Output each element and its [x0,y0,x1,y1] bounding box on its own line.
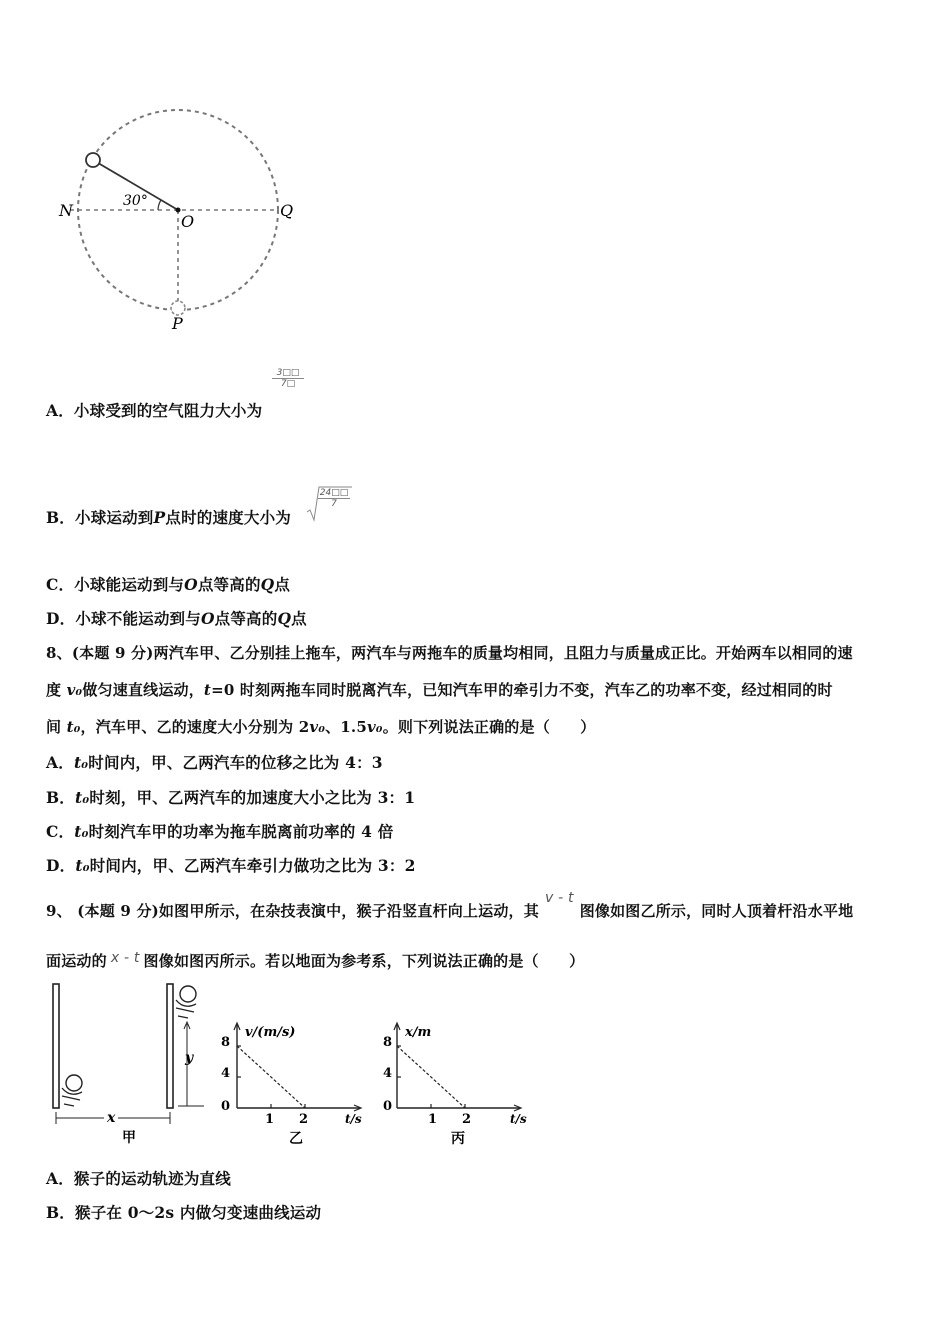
ytick-8: 8 [221,1035,231,1050]
q7-option-c-var2: Q [260,575,275,594]
q7-option-d-suffix: 点 [291,609,307,628]
monkey-bottom [62,1075,82,1106]
q8-line-3-t0: t₀ [66,718,81,736]
fraction-b [318,488,350,509]
q8-option-c [46,820,393,842]
q7-option-b-prefix: B．小球运动到 [46,508,154,527]
q8-option-d-label: D． [46,856,76,875]
label-y: y [185,1050,194,1066]
xtick-2: 2 [299,1112,309,1127]
q7-option-c-suffix: 点 [274,575,291,594]
q8-line-3-c: 、1.5 [325,718,367,736]
left-pole [53,984,59,1108]
caption-jia: 甲 [122,1130,136,1146]
ylabel: v/(m/s) [245,1025,296,1040]
q8-line-3-v1: v₀ [309,718,326,736]
q8-line-2-b: 做匀速直线运动， [82,681,204,699]
label-o: O [181,212,195,231]
q8-line-3-a: 间 [46,718,67,736]
fraction-b-num: 24□□ [319,488,349,498]
label-angle: 30° [123,193,148,209]
angle-arc [158,200,161,210]
ytick-0: 0 [383,1099,393,1114]
q8-option-a [46,751,383,773]
caption-bing: 丙 [451,1131,465,1147]
caption-yi: 乙 [289,1131,303,1147]
ytick-4: 4 [221,1066,231,1081]
q8-option-d [46,854,416,876]
xlabel: t/s [345,1112,362,1126]
label-p: P [172,314,183,333]
q8-option-c-t0: t₀ [74,822,89,841]
q7-option-c-var1: O [184,575,198,594]
q8-line-1-text: 8、(本题 9 分)两汽车甲、乙分别挂上拖车，两汽车与两拖车的质量均相同，且阻力与质量成正比。开始两车以相同的速 [46,644,853,662]
q7-option-d-prefix: D．小球不能运动到与 [46,609,201,628]
q7-option-d-mid: 点等高的 [214,609,278,628]
q8-option-a-text: 时间内，甲、乙两汽车的位移之比为 4：3 [88,753,383,772]
q9-line-2-a: 面运动的 [46,952,107,970]
monkey-top [176,986,196,1018]
q8-option-a-label: A． [46,753,74,772]
ytick-8: 8 [383,1035,393,1050]
q8-option-d-text: 时间内，甲、乙两汽车牵引力做功之比为 3：2 [89,856,416,875]
q8-line-2-v0: v₀ [66,681,83,699]
q9-option-a-text: A．猴子的运动轨迹为直线 [46,1169,231,1188]
q8-line-2-t: t [203,681,212,699]
q8-line-1 [46,642,853,663]
xlabel: t/s [510,1112,527,1126]
ball-bottom [171,301,185,315]
xtick-2: 2 [462,1112,472,1127]
q9-line-1-b: 图像如图乙所示，同时人顶着杆沿水平地 [579,902,854,920]
figure-jia [40,980,215,1150]
chart-bing [375,1020,540,1150]
q7-option-b-suffix: 点时的速度大小为 [165,508,291,527]
ytick-4: 4 [383,1066,393,1081]
q8-option-c-text: 时刻汽车甲的功率为拖车脱离前功率的 4 倍 [88,822,394,841]
q8-option-b [46,786,415,808]
q9-sym-xt: x - t [110,950,140,966]
fraction-a-den: 7□ [280,379,296,389]
q8-line-2-a: 度 [46,681,67,699]
right-pole [167,984,173,1108]
series-line [397,1046,465,1108]
q8-option-b-t0: t₀ [75,788,90,807]
ylabel: x/m [405,1025,432,1040]
q9-line-1-a: 9、 (本题 9 分)如图甲所示，在杂技表演中，猴子沿竖直杆向上运动，其 [46,902,539,920]
q8-line-3-v2: v₀ [367,718,383,736]
xtick-1: 1 [265,1112,275,1127]
q9-line-1 [46,890,854,921]
q7-option-c-prefix: C．小球能运动到与 [46,575,185,594]
label-x: x [107,1110,116,1126]
q7-option-d-var1: O [200,609,215,628]
q8-line-3 [46,716,596,737]
q8-line-2-c: =0 时刻两拖车同时脱离汽车，已知汽车甲的牵引力不变，汽车乙的功率不变，经过相同的时 [211,681,833,699]
q8-option-c-label: C． [46,822,75,841]
chart-yi [215,1020,375,1150]
series-line [237,1046,305,1108]
q7-option-b [46,506,291,528]
q9-option-b [46,1201,321,1223]
q7-option-c-mid: 点等高的 [197,575,261,594]
fraction-b-den: 7 [331,499,337,509]
q8-option-d-t0: t₀ [75,856,90,875]
q8-option-b-text: 时刻，甲、乙两汽车的加速度大小之比为 3：1 [89,788,416,807]
q9-option-a [46,1167,231,1189]
center-point [176,208,181,213]
fraction-a-num: 3□□ [272,368,304,379]
fraction-a [272,368,304,389]
q8-line-3-d: 。则下列说法正确的是（ ） [382,718,596,736]
ytick-0: 0 [221,1099,231,1114]
ball-start [86,153,100,167]
q7-option-a-text: A．小球受到的空气阻力大小为 [46,401,263,420]
label-q: Q [280,201,294,220]
q9-line-2-b: 图像如图丙所示。若以地面为参考系，下列说法正确的是（ ） [143,952,585,970]
label-n: N [59,201,73,220]
q9-sym-vt: v - t [544,890,574,906]
q9-option-b-text: B．猴子在 0～2s 内做匀变速曲线运动 [46,1203,322,1222]
q7-option-a [46,399,262,421]
q8-line-2 [46,679,833,700]
q7-option-b-var: P [153,508,166,527]
xtick-1: 1 [428,1112,438,1127]
q7-option-d-var2: Q [277,609,292,628]
q9-line-2 [46,950,584,971]
q8-option-a-t0: t₀ [73,753,89,772]
q7-option-d [46,607,307,629]
q8-option-b-label: B． [46,788,76,807]
circle-figure [55,105,315,335]
q8-line-3-b: ，汽车甲、乙的速度大小分别为 2 [80,718,310,736]
q7-option-c [46,573,290,595]
